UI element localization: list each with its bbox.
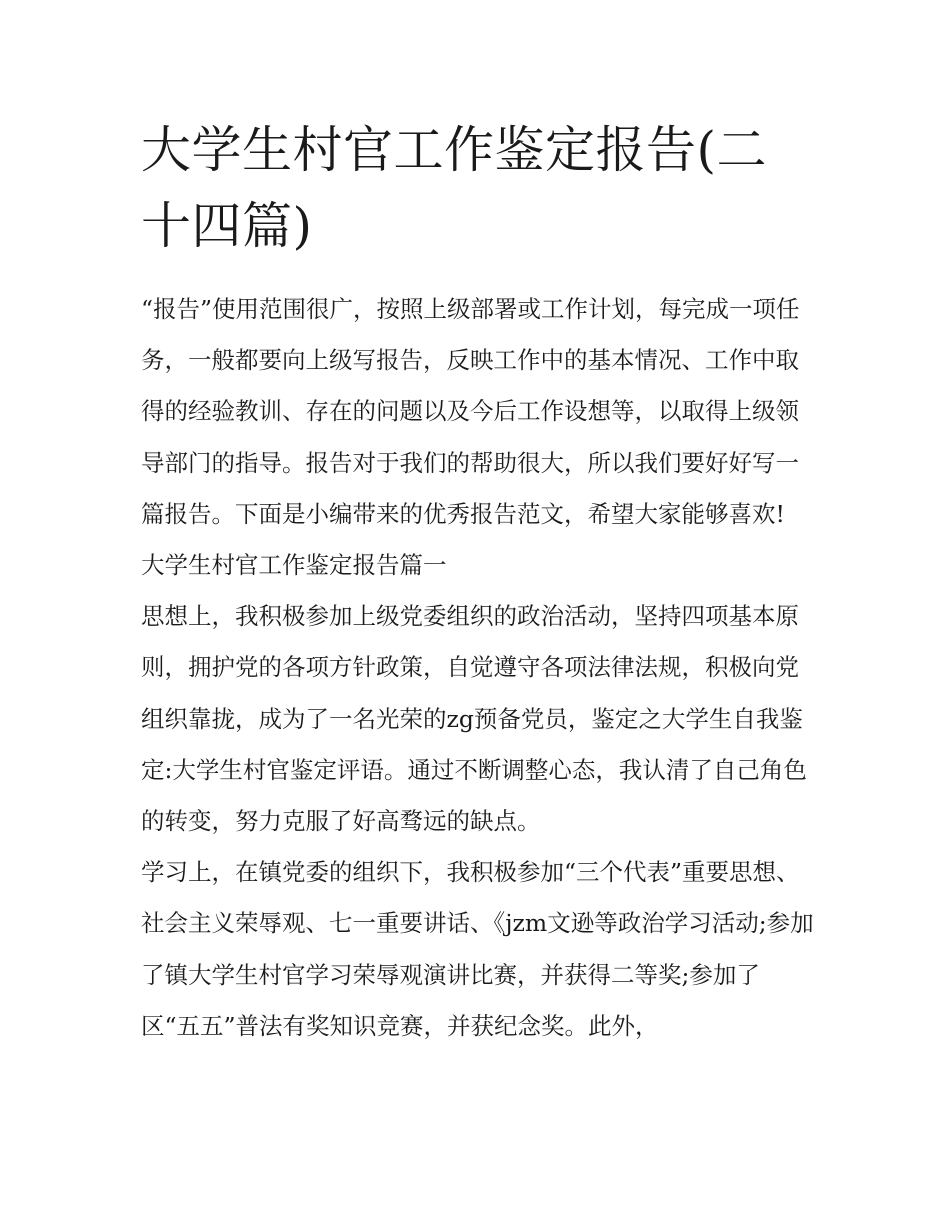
document-body: [141, 284, 816, 1052]
document-page: [141, 112, 816, 1052]
intro-paragraph: “报告”使用范围很广，按照上级部署或工作计划，每完成一项任务，一般都要向上级写报告，反映工作中的基本情况、工作中取得的经验教训、存在的问题以及今后工作设想等，以取得上级领导部门的指导。报告对于我们的帮助很大，所以我们要好好写一篇报告。下面是小编带来的优秀报告范文，希望大家能够喜欢!: [141, 295, 800, 528]
study-paragraph: 学习上，在镇党委的组织下，我积极参加“三个代表”重要思想、社会主义荣辱观、七一重要讲话、《jzm文逊等政治学习活动;参加了镇大学生村官学习荣辱观演讲比赛，并获得二等奖;参加了区“五五”普法有奖知识竞赛，并获纪念奖。此外，: [141, 858, 814, 1040]
thought-paragraph: 思想上，我积极参加上级党委组织的政治活动，坚持四项基本原则，拥护党的各项方针政策，自觉遵守各项法律法规，积极向党组织靠拢，成为了一名光荣的zg预备党员，鉴定之大学生自我鉴定:大学生村官鉴定评语。通过不断调整心态，我认清了自己角色的转变，努力克服了好高骛远的缺点。: [141, 602, 807, 836]
document-title: 大学生村官工作鉴定报告(二十四篇): [141, 121, 768, 255]
section-heading: 大学生村官工作鉴定报告篇一: [141, 551, 447, 580]
